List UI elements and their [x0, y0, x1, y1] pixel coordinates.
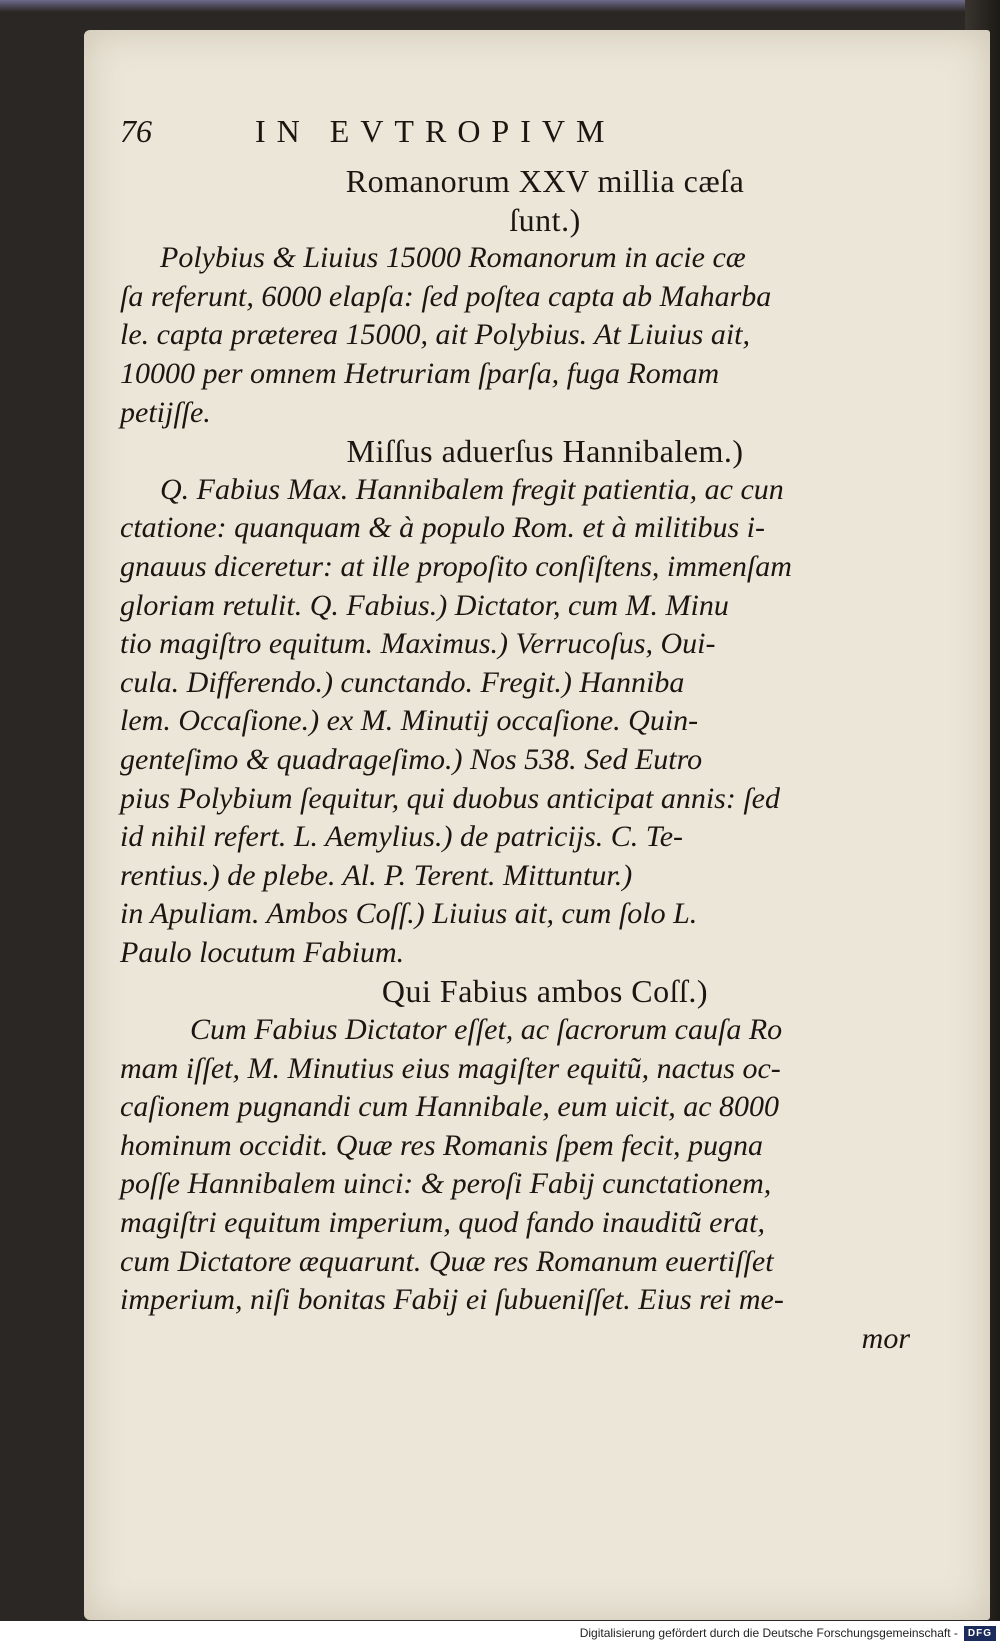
text-line: tio magiſtro equitum. Maximus.) Verrucoſus, Oui-	[120, 627, 716, 661]
section-heading: Romanorum XXV millia cæſa	[345, 163, 745, 199]
text-line: magiſtri equitum imperium, quod fando inauditũ erat,	[120, 1206, 765, 1240]
digitization-footer	[0, 1621, 1000, 1645]
text-line: Polybius & Liuius 15000 Romanorum in acie cæ	[160, 241, 746, 275]
text-line: hominum occidit. Quæ res Romanis ſpem fecit, pugna	[120, 1128, 763, 1162]
page-header	[120, 112, 970, 162]
text-line: cum Dictatore æquarunt. Quæ res Romanum euertiſſet	[120, 1244, 774, 1278]
section-heading: Miſſus aduerſus Hannibalem.)	[346, 433, 744, 470]
text-line: ſa referunt, 6000 elapſa: ſed poſtea capta ab Maharba	[120, 279, 772, 313]
page-text	[120, 112, 970, 1358]
footer-credit: Digitalisierung gefördert durch die Deutsche Forschungsgemeinschaft -	[579, 1626, 958, 1640]
text-line: caſionem pugnandi cum Hannibale, eum uicit, ac 8000	[120, 1090, 780, 1124]
text-line: rentius.) de plebe. Al. P. Terent. Mittuntur.)	[120, 858, 633, 892]
catchword: mor	[861, 1321, 910, 1355]
book-top-edge	[0, 0, 1000, 12]
text-line: pius Polybium ſequitur, qui duobus anticipat annis: ſed	[120, 781, 780, 815]
text-line: mam iſſet, M. Minutius eius magiſter equitũ, nactus oc-	[120, 1051, 781, 1085]
text-line: Q. Fabius Max. Hannibalem fregit patientia, ac cun	[160, 472, 784, 506]
running-title: IN EVTROPIVM	[255, 113, 616, 149]
dfg-logo: DFG	[964, 1626, 996, 1641]
text-line: in Apuliam. Ambos Coſſ.) Liuius ait, cum ſolo L.	[120, 897, 698, 931]
text-line: le. capta præterea 15000, ait Polybius. At Liuius ait,	[120, 318, 750, 352]
text-line: gloriam retulit. Q. Fabius.) Dictator, cum M. Minu	[120, 588, 729, 622]
text-line: Cum Fabius Dictator eſſet, ac ſacrorum cauſa Ro	[190, 1013, 783, 1047]
text-line: id nihil refert. L. Aemylius.) de patricijs. C. Te-	[120, 820, 684, 854]
text-line: Paulo locutum Fabium.	[120, 935, 405, 969]
text-line: ctatione: quanquam & à populo Rom. et à militibus i-	[120, 511, 765, 545]
page-number: 76	[120, 113, 152, 149]
text-line: gnauus diceretur: at ille propoſito conſiſtens, immenſam	[120, 549, 792, 583]
text-line: imperium, niſi bonitas Fabij ei ſubueniſſet. Eius rei me-	[120, 1283, 784, 1317]
section-heading: ſunt.)	[509, 201, 581, 238]
section-heading: Qui Fabius ambos Coſſ.)	[381, 973, 709, 1010]
body-text	[120, 162, 970, 1358]
text-line: 10000 per omnem Hetruriam ſparſa, fuga Romam	[120, 356, 720, 390]
text-line: cula. Differendo.) cunctando. Fregit.) Hanniba	[120, 665, 685, 699]
text-line: petijſſe.	[120, 395, 211, 429]
text-line: lem. Occaſione.) ex M. Minutij occaſione. Quin-	[120, 704, 699, 738]
text-line: poſſe Hannibalem uinci: & peroſi Fabij cunctationem,	[120, 1167, 772, 1201]
text-line: genteſimo & quadrageſimo.) Nos 538. Sed Eutro	[120, 742, 703, 776]
